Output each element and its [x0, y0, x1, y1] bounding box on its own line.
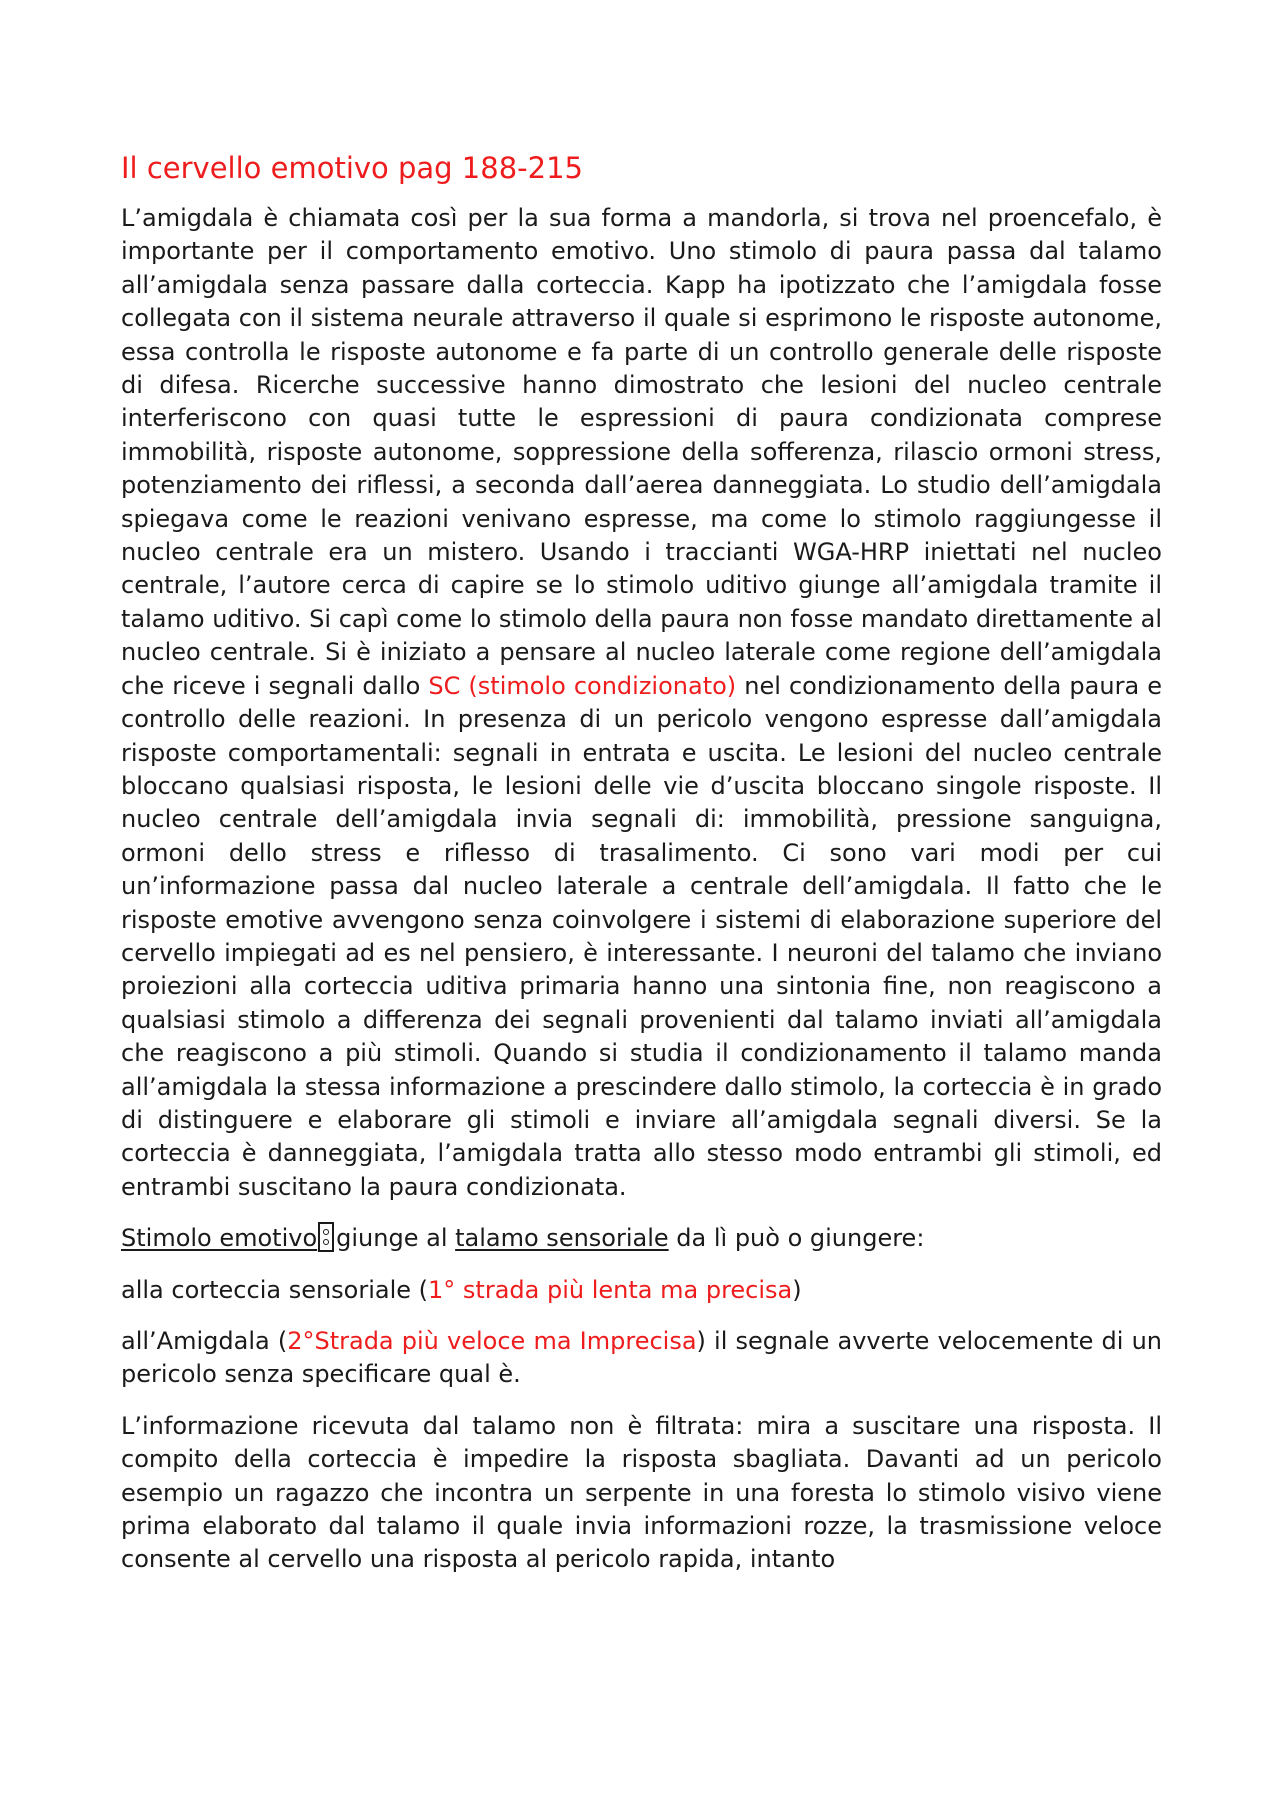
paragraph-stimolo [121, 1222, 1162, 1255]
paragraph-amigdala [121, 202, 1162, 1204]
document-title: Il cervello emotivo pag 188-215 [121, 151, 583, 185]
paragraph-text: giunge al [336, 1224, 456, 1253]
paragraph-informazione [121, 1410, 1162, 1577]
paragraph-strada-1 [121, 1274, 1162, 1307]
highlight-sc: SC (stimolo condizionato) [428, 671, 737, 700]
highlight-strada-2: 2°Strada più veloce ma Imprecisa [287, 1327, 697, 1355]
paragraph-text-end: ) [792, 1275, 802, 1304]
paragraph-strada-2 [121, 1325, 1162, 1392]
term-talamo-sensoriale: talamo sensoriale [455, 1224, 669, 1253]
paragraph-text-end: da lì può o giungere: [668, 1224, 925, 1253]
paragraph-text: alla corteccia sensoriale ( [121, 1275, 429, 1304]
paragraph-text: L’informazione ricevuta dal talamo non è filtrata: mira a suscitare una risposta. Il compito della corteccia è impedire la risposta sbagliata. Davanti ad un pericolo esempio un ragazzo che incontra un serpente in una foresta lo stimolo visivo viene prima elaborato dal talamo il quale invia informazioni rozze, la trasmissione veloce consente al cervello una risposta al pericolo rapida, intanto [121, 1411, 1162, 1574]
paragraph-text: L’amigdala è chiamata così per la sua forma a mandorla, si trova nel proencefalo, è importante per il comportamento emotivo. Uno stimolo di paura passa dal talamo all’amigdala senza passare dalla corteccia. Kapp ha ipotizzato che l’amigdala fosse collegata con il sistema neurale attraverso il quale si esprimono le risposte autonome, essa controlla le risposte autonome e fa parte di un controllo generale delle risposte di difesa. Ricerche successive hanno dimostrato che lesioni del nucleo centrale interferiscono con quasi tutte le espressioni di paura condizionata comprese immobilità, risposte autonome, soppressione della sofferenza, rilascio ormoni stress, potenziamento dei riflessi, a seconda dall’aerea danneggiata. Lo studio dell’amigdala spiegava come le reazioni venivano espresse, ma come lo stimolo raggiungesse il nucleo centrale era un mistero. Usando i traccianti WGA-HRP iniettati nel nucleo centrale, l’autore cerca di capire se lo stimolo uditivo giunge all’amigdala tramite il talamo uditivo. Si capì come lo stimolo della paura non fosse mandato direttamente al nucleo centrale. Si è iniziato a pensare al nucleo laterale come regione dell’amigdala che riceve i segnali dallo [121, 204, 1162, 700]
term-stimolo-emotivo: Stimolo emotivo [121, 1224, 318, 1253]
boxed-glyph-icon [318, 1222, 334, 1252]
highlight-strada-1: 1° strada più lenta ma precisa [428, 1275, 793, 1304]
paragraph-text-end: ) il segnale avverte velocemente di un pericolo senza specificare qual è. [121, 1327, 1163, 1389]
paragraph-text: all’Amigdala ( [121, 1327, 288, 1355]
paragraph-text-continued: nel condizionamento della paura e controllo delle reazioni. In presenza di un pericolo vengono espresse dall’amigdala risposte comportamentali: segnali in entrata e uscita. Le lesioni del nucleo centrale bloccano qualsiasi risposta, le lesioni delle vie d’uscita bloccano singole risposte. Il nucleo centrale dell’amigdala invia segnali di: immobilità, pressione sanguigna, ormoni dello stress e riflesso di trasalimento. Ci sono vari modi per cui un’informazione passa dal nucleo laterale a centrale dell’amigdala. Il fatto che le risposte emotive avvengono senza coinvolgere i sistemi di elaborazione superiore del cervello impiegati ad es nel pensiero, è interessante. I neuroni del talamo che inviano proiezioni alla corteccia uditiva primaria hanno una sintonia fine, non reagiscono a qualsiasi stimolo a differenza dei segnali provenienti dal talamo inviati all’amigdala che reagiscono a più stimoli. Quando si studia il condizionamento il talamo manda all’amigdala la stessa informazione a prescindere dallo stimolo, la corteccia è in grado di distinguere e elaborare gli stimoli e inviare all’amigdala segnali diversi. Se la corteccia è danneggiata, l’amigdala tratta allo stesso modo entrambi gli stimoli, ed entrambi suscitano la paura condizionata. [121, 671, 1162, 1201]
